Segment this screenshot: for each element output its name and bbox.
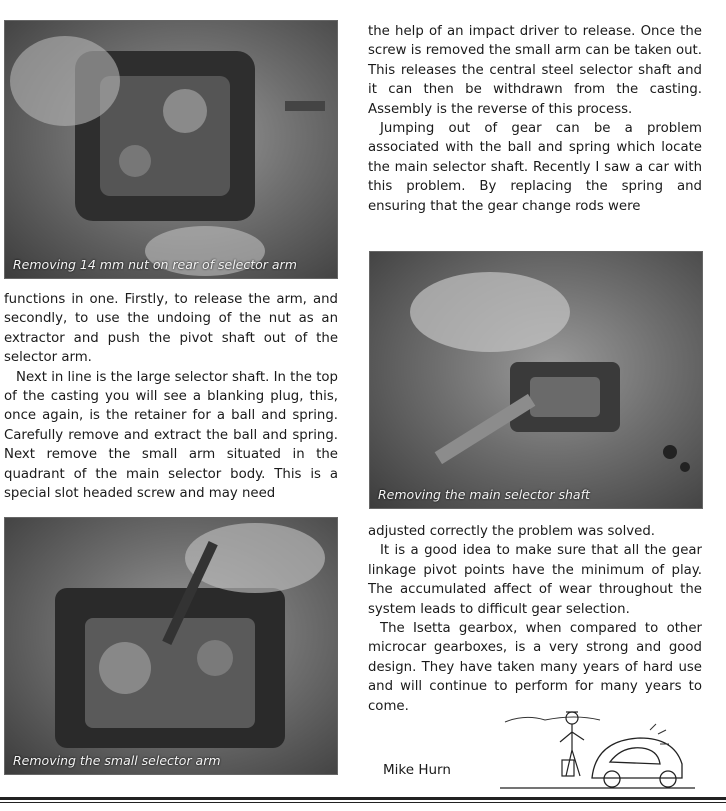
paragraph: Next in line is the large selector shaft. In the top of the casting you will see a blanking plug, this, once again, is the retainer for a ball and spring. Carefully remove and extract the ball and spring. Next remove the small arm situated in the quadrant of the main selector body. This is a special slot headed screw and may need: [4, 369, 338, 502]
paragraph: functions in one. Firstly, to release the arm, and secondly, to use the undoing of the nut as an extractor and push the pivot shaft out of the selector arm.: [4, 292, 338, 366]
paragraph: the help of an impact driver to release. Once the screw is removed the small arm can be taken out. This releases the central steel selector shaft and it can then be withdrawn from the casting. Assembly is the reverse of this process.: [368, 24, 702, 117]
photo-caption: Removing the main selector shaft: [378, 487, 590, 502]
photo-caption: Removing 14 mm nut on rear of selector arm: [13, 257, 297, 272]
cartoon-illustration: [500, 700, 700, 792]
article-text-col2-top: [368, 22, 702, 216]
paragraph: The Isetta gearbox, when compared to other microcar gearboxes, is a very strong and good design. They have taken many years of hard use and will continue to perform for many years to come.: [368, 621, 702, 714]
bottom-rule-thin: [0, 802, 726, 803]
photo-small-selector-arm: [4, 517, 338, 775]
photo-small-selector-arm-image: [5, 518, 337, 774]
paragraph: adjusted correctly the problem was solved.: [368, 524, 655, 539]
photo-main-selector-shaft-image: [370, 252, 702, 508]
article-text-col1: [4, 290, 338, 503]
photo-removing-nut: [4, 20, 338, 279]
paragraph: It is a good idea to make sure that all the gear linkage pivot points have the minimum of play. The accumulated affect of wear throughout the system leads to difficult gear selection.: [368, 543, 702, 617]
article-text-col2-bottom: [368, 522, 702, 716]
photo-removing-nut-image: [5, 21, 337, 278]
author-name: Mike Hurn: [383, 762, 451, 778]
bottom-rule: [0, 797, 726, 800]
paragraph: Jumping out of gear can be a problem associated with the ball and spring which locate the main selector shaft. Recently I saw a car with this problem. By replacing the spring and ensuring that the gear change rods were: [368, 121, 702, 214]
photo-caption: Removing the small selector arm: [13, 753, 221, 768]
photo-main-selector-shaft: [369, 251, 703, 509]
